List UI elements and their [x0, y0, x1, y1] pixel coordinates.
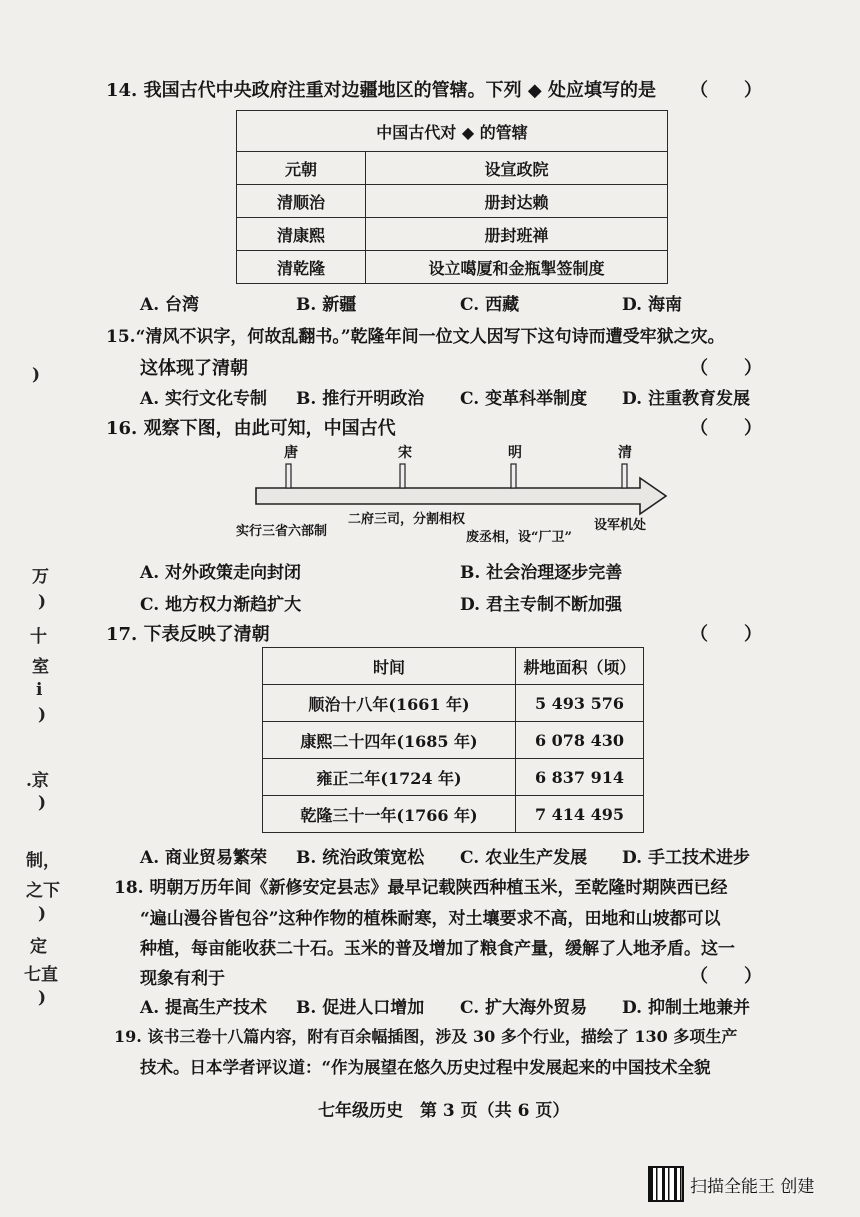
question-stem: 19. 该书三卷十八篇内容，附有百余幅插图，涉及 30 多个行业，描绘了 130 多项生产 — [114, 1027, 738, 1046]
option-d[interactable]: D. 手工技术进步 — [622, 848, 750, 868]
qr-code-icon — [648, 1166, 684, 1202]
action-cell: 册封班禅 — [366, 218, 668, 251]
question-stem: 15.“清风不识字，何故乱翻书。”乾隆年间一位文人因写下这句诗而遭受牢狱之灾。 — [106, 327, 725, 347]
question-stem-continued: “遍山漫谷皆包谷”这种作物的植株耐寒，对土壤要求不高，田地和山坡都可以 — [140, 909, 721, 929]
margin-fragment: 室 — [32, 657, 49, 677]
option-c[interactable]: C. 变革科举制度 — [460, 389, 588, 409]
answer-parentheses: （ ） — [690, 966, 762, 987]
table-row — [263, 796, 644, 833]
option-a[interactable]: A. 商业贸易繁荣 — [140, 848, 268, 868]
period-cell: 元朝 — [237, 152, 366, 185]
margin-fragment: 七直 — [24, 965, 58, 985]
period-cell: 清顺治 — [237, 185, 366, 218]
table-row — [237, 185, 668, 218]
option-a[interactable]: A. 实行文化专制 — [140, 389, 268, 409]
area-cell: 6 078 430 — [516, 722, 644, 759]
margin-fragment: 制， — [26, 851, 60, 871]
tick-ming — [511, 464, 516, 488]
jurisdiction-table — [236, 110, 668, 284]
answer-parentheses: （ ） — [690, 358, 762, 379]
option-b[interactable]: B. 推行开明政治 — [296, 389, 425, 409]
table-header-row — [263, 648, 644, 685]
table-row — [263, 722, 644, 759]
answer-parentheses: （ ） — [690, 80, 762, 101]
question-stem: 17. 下表反映了清朝 — [106, 624, 270, 645]
option-c[interactable]: C. 地方权力渐趋扩大 — [140, 595, 302, 615]
option-c[interactable]: C. 农业生产发展 — [460, 848, 588, 868]
table-title: 中国古代对 ◆ 的管辖 — [237, 111, 668, 152]
margin-fragment: 万 — [32, 567, 49, 587]
period-cell: 清乾隆 — [237, 251, 366, 284]
margin-fragment: 十 — [30, 627, 47, 647]
action-cell: 设宣政院 — [366, 152, 668, 185]
option-d[interactable]: D. 海南 — [622, 295, 682, 315]
option-c[interactable]: C. 扩大海外贸易 — [460, 998, 588, 1018]
dynasty-label: 唐 — [284, 445, 298, 461]
margin-fragment: .京 — [26, 771, 49, 791]
margin-fragment: 之下 — [26, 881, 60, 901]
time-cell: 康熙二十四年(1685 年) — [263, 722, 516, 759]
option-b[interactable]: B. 社会治理逐步完善 — [460, 563, 623, 583]
dynasty-label: 明 — [508, 445, 522, 461]
period-cell: 清康熙 — [237, 218, 366, 251]
margin-fragment: ) — [38, 592, 47, 612]
option-a[interactable]: A. 对外政策走向封闭 — [140, 563, 302, 583]
page-footer: 七年级历史 第 3 页（共 6 页） — [318, 1101, 570, 1121]
tick-tang — [286, 464, 291, 488]
option-d[interactable]: D. 抑制土地兼并 — [622, 998, 750, 1018]
margin-fragment: 定 — [30, 937, 47, 957]
margin-fragment: ) — [32, 365, 41, 385]
column-header: 时间 — [263, 648, 516, 685]
option-d[interactable]: D. 君主专制不断加强 — [460, 595, 622, 615]
answer-parentheses: （ ） — [690, 418, 762, 439]
option-a[interactable]: A. 台湾 — [140, 295, 200, 315]
event-label: 设军机处 — [594, 518, 647, 533]
margin-fragment: ) — [38, 793, 47, 813]
option-c[interactable]: C. 西藏 — [460, 295, 520, 315]
question-stem-continued: 这体现了清朝 — [140, 358, 248, 379]
time-cell: 雍正二年(1724 年) — [263, 759, 516, 796]
area-cell: 5 493 576 — [516, 685, 644, 722]
table-row — [237, 152, 668, 185]
action-cell: 设立噶厦和金瓶掣签制度 — [366, 251, 668, 284]
action-cell: 册封达赖 — [366, 185, 668, 218]
tick-song — [400, 464, 405, 488]
option-b[interactable]: B. 新疆 — [296, 295, 357, 315]
tick-qing — [622, 464, 627, 488]
margin-fragment: ) — [38, 904, 47, 924]
farmland-table — [262, 647, 644, 833]
option-d[interactable]: D. 注重教育发展 — [622, 389, 750, 409]
question-stem-continued: 技术。日本学者评议道：“作为展望在悠久历史过程中发展起来的中国技术全貌 — [140, 1058, 711, 1077]
option-b[interactable]: B. 统治政策宽松 — [296, 848, 425, 868]
option-a[interactable]: A. 提高生产技术 — [140, 998, 268, 1018]
dynasty-label: 宋 — [398, 445, 412, 461]
option-b[interactable]: B. 促进人口增加 — [296, 998, 425, 1018]
scanner-label: 扫描全能王 创建 — [690, 1177, 815, 1197]
column-header: 耕地面积（顷） — [516, 648, 644, 685]
table-row — [237, 251, 668, 284]
question-stem: 14. 我国古代中央政府注重对边疆地区的管辖。下列 ◆ 处应填写的是 — [106, 80, 656, 101]
area-cell: 7 414 495 — [516, 796, 644, 833]
time-cell: 顺治十八年(1661 年) — [263, 685, 516, 722]
table-row — [263, 759, 644, 796]
table-row — [263, 685, 644, 722]
question-stem-continued: 现象有利于 — [140, 969, 225, 989]
area-cell: 6 837 914 — [516, 759, 644, 796]
question-stem: 18. 明朝万历年间《新修安定县志》最早记载陕西种植玉米，至乾隆时期陕西已经 — [114, 878, 728, 898]
table-row — [237, 218, 668, 251]
event-label: 废丞相，设“厂卫” — [466, 530, 572, 545]
time-cell: 乾隆三十一年(1766 年) — [263, 796, 516, 833]
answer-parentheses: （ ） — [690, 624, 762, 645]
dynasty-label: 清 — [618, 445, 632, 461]
margin-fragment: i — [36, 680, 43, 700]
margin-fragment: ) — [38, 705, 47, 725]
event-label: 二府三司，分割相权 — [348, 512, 466, 527]
question-stem-continued: 种植，每亩能收获二十石。玉米的普及增加了粮食产量，缓解了人地矛盾。这一 — [140, 939, 735, 959]
question-stem: 16. 观察下图，由此可知，中国古代 — [106, 418, 396, 439]
margin-fragment: ) — [38, 988, 47, 1008]
event-label: 实行三省六部制 — [236, 524, 328, 539]
